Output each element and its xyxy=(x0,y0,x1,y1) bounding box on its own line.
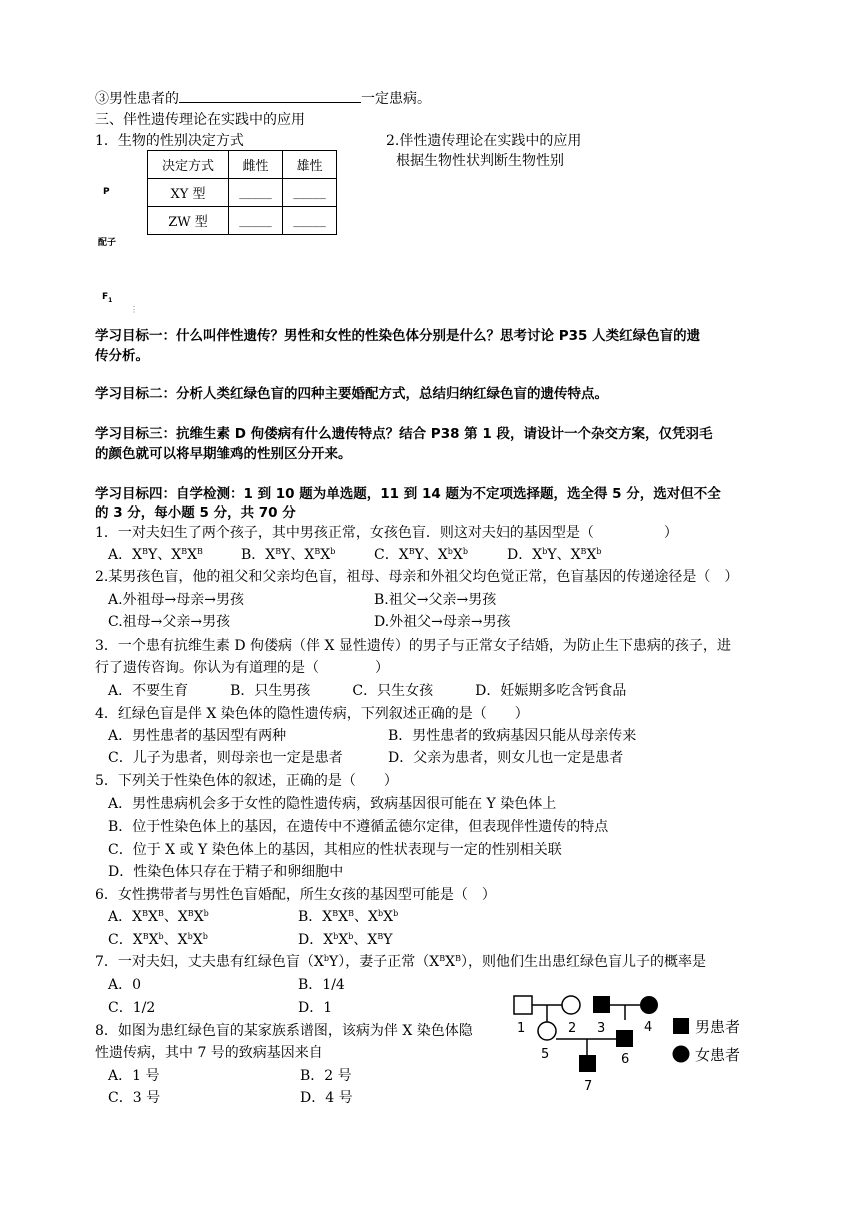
individual-4-affected-female xyxy=(640,996,658,1014)
question-6-stem: 6．女性携带者与男性色盲婚配，所生女孩的基因型可能是（ ） xyxy=(95,887,496,903)
legend-female-icon xyxy=(673,1046,690,1063)
question-1-stem: 1．一对夫妇生了两个孩子，其中男孩正常，女孩色盲．则这对夫妇的基因型是（ ） xyxy=(95,525,678,541)
goal-2: 学习目标二：分析人类红绿色盲的四种主要婚配方式，总结归纳红绿色盲的遗传特点。 xyxy=(95,386,608,402)
table-row xyxy=(148,207,337,235)
legend-female-label: 女患者 xyxy=(695,1046,741,1064)
goal-4-line2: 的 3 分，每小题 5 分，共 70 分 xyxy=(95,505,296,521)
individual-5-female xyxy=(538,1022,556,1040)
fill-prefix: ③男性患者的 xyxy=(95,91,179,107)
q6-option-d[interactable]: D．$X^bX^b$、$X^BY$ xyxy=(298,932,393,948)
individual-2-female xyxy=(562,996,580,1014)
question-3-stem-1: 3．一个患有抗维生素 D 佝偻病（伴 X 显性遗传）的男子与正常女子结婚，为防止生下患病的孩子，进 xyxy=(95,638,731,654)
q1-option-c[interactable]: C．$X^BY$、$X^bX^b$ xyxy=(374,547,469,563)
table-header: 雌性 xyxy=(229,151,283,179)
table-cell[interactable]: _____ xyxy=(283,207,337,235)
cross-label-gamete: 配子 xyxy=(98,238,117,248)
colon-mark: ⋮ xyxy=(130,305,138,314)
q8-option-b[interactable]: B．2 号 xyxy=(300,1068,352,1084)
label-5: 5 xyxy=(541,1047,550,1062)
q7-option-c[interactable]: C．1/2 xyxy=(108,1000,156,1016)
table-cell[interactable]: _____ xyxy=(229,179,283,207)
subsection-2-desc: 根据生物性状判断生物性别 xyxy=(396,153,564,169)
q2-option-c[interactable]: C.祖母→父亲→男孩 xyxy=(108,614,231,630)
legend-male-label: 男患者 xyxy=(695,1018,741,1036)
question-8-stem-1: 8．如图为患红绿色盲的某家族系谱图，该病为伴 X 染色体隐 xyxy=(95,1023,473,1039)
fill-in-line xyxy=(95,88,431,109)
q8-option-c[interactable]: C．3 号 xyxy=(108,1090,161,1106)
subsection-2-title: 2.伴性遗传理论在实践中的应用 xyxy=(386,133,582,149)
pedigree-chart xyxy=(505,985,760,1103)
q2-option-b[interactable]: B.祖父→父亲→男孩 xyxy=(374,592,497,608)
q5-option-d[interactable]: D．性染色体只存在于精子和卵细胞中 xyxy=(108,864,344,880)
fill-suffix: 一定患病。 xyxy=(361,91,431,107)
answer-blank[interactable] xyxy=(179,88,361,103)
legend-male-icon xyxy=(673,1018,689,1034)
cross-label-f1: $F_1$ xyxy=(102,292,113,304)
label-6: 6 xyxy=(621,1052,630,1067)
question-8-stem-2: 性遗传病，其中 7 号的致病基因来自 xyxy=(95,1045,323,1061)
q2-option-a[interactable]: A.外祖母→母亲→男孩 xyxy=(108,592,245,608)
question-3-stem-2: 行了遗传咨询。你认为有道理的是（ ） xyxy=(95,660,389,676)
q1-option-a[interactable]: A．$X^BY$、$X^BX^B$ xyxy=(108,547,203,563)
label-4: 4 xyxy=(644,1020,653,1035)
question-5-stem: 5．下列关于性染色体的叙述，正确的是（ ） xyxy=(95,773,398,789)
label-2: 2 xyxy=(568,1021,577,1036)
q4-option-c[interactable]: C．儿子为患者，则母亲也一定是患者 xyxy=(108,750,343,766)
q1-option-d[interactable]: D．$X^bY$、$X^BX^b$ xyxy=(507,547,602,563)
table-cell: XY 型 xyxy=(148,179,229,207)
sex-determination-table xyxy=(147,150,337,235)
q6-option-a[interactable]: A．$X^BX^B$、$X^BX^b$ xyxy=(108,909,209,925)
label-3: 3 xyxy=(597,1021,606,1036)
table-row xyxy=(148,179,337,207)
individual-3-affected-male xyxy=(593,996,610,1013)
label-1: 1 xyxy=(517,1021,526,1036)
section-title: 三、伴性遗传理论在实践中的应用 xyxy=(95,112,305,128)
question-7-stem: 7．一对夫妇，丈夫患有红绿色盲$(X^bY)$，妻子正常$(X^BX^B)$，则他们生出患红绿色盲儿子的概率是 xyxy=(95,954,706,970)
subsection-1-title: 1．生物的性别决定方式 xyxy=(95,133,244,149)
q5-option-a[interactable]: A．男性患病机会多于女性的隐性遗传病，致病基因很可能在 Y 染色体上 xyxy=(108,796,557,812)
q4-option-a[interactable]: A．男性患者的基因型有两种 xyxy=(108,728,287,744)
label-7: 7 xyxy=(584,1079,593,1094)
question-4-stem: 4．红绿色盲是伴 X 染色体的隐性遗传病，下列叙述正确的是（ ） xyxy=(95,706,529,722)
table-header: 决定方式 xyxy=(148,151,229,179)
q7-option-a[interactable]: A．0 xyxy=(108,977,142,993)
table-header: 雄性 xyxy=(283,151,337,179)
q7-option-b[interactable]: B．1/4 xyxy=(298,977,345,993)
q5-option-c[interactable]: C．位于 X 或 Y 染色体上的基因，其相应的性状表现与一定的性别相关联 xyxy=(108,842,562,858)
q7-option-d[interactable]: D．1 xyxy=(298,1000,333,1016)
q6-option-b[interactable]: B．$X^BX^B$、$X^bX^b$ xyxy=(298,909,399,925)
q3-options[interactable]: A．不要生育 B．只生男孩 C．只生女孩 D．妊娠期多吃含钙食品 xyxy=(108,683,627,699)
individual-7-affected-male xyxy=(579,1055,596,1072)
q4-option-d[interactable]: D．父亲为患者，则女儿也一定是患者 xyxy=(388,750,624,766)
individual-6-affected-male xyxy=(616,1030,633,1047)
individual-1-male xyxy=(514,996,532,1014)
goal-1-line1: 学习目标一：什么叫伴性遗传？男性和女性的性染色体分别是什么？思考讨论 P35 人类红绿色盲的遗 xyxy=(95,328,701,344)
q5-option-b[interactable]: B．位于性染色体上的基因，在遗传中不遵循孟德尔定律，但表现伴性遗传的特点 xyxy=(108,819,609,835)
table-cell[interactable]: _____ xyxy=(283,179,337,207)
q2-option-d[interactable]: D.外祖父→母亲→男孩 xyxy=(374,614,511,630)
goal-1-line2: 传分析。 xyxy=(95,348,149,364)
goal-3-line1: 学习目标三：抗维生素 D 佝偻病有什么遗传特点？结合 P38 第 1 段，请设计一个杂交方案，仅凭羽毛 xyxy=(95,426,713,442)
q8-option-a[interactable]: A．1 号 xyxy=(108,1068,160,1084)
q6-option-c[interactable]: C．$X^BX^b$、$X^bX^b$ xyxy=(108,932,208,948)
q4-option-b[interactable]: B．男性患者的致病基因只能从母亲传来 xyxy=(388,728,637,744)
q1-option-b[interactable]: B．$X^BY$、$X^BX^b$ xyxy=(241,547,336,563)
cross-label-p: P xyxy=(103,187,110,197)
goal-4-line1: 学习目标四：自学检测：1 到 10 题为单选题，11 到 14 题为不定项选择题，选全得 5 分，选对但不全 xyxy=(95,486,721,502)
goal-3-line2: 的颜色就可以将早期雏鸡的性别区分开来。 xyxy=(95,446,352,462)
question-2-stem: 2.某男孩色盲，他的祖父和父亲均色盲，祖母、母亲和外祖父均色觉正常，色盲基因的传递途径是（ ） xyxy=(95,569,739,585)
q8-option-d[interactable]: D．4 号 xyxy=(300,1090,353,1106)
table-cell[interactable]: _____ xyxy=(229,207,283,235)
table-cell: ZW 型 xyxy=(148,207,229,235)
